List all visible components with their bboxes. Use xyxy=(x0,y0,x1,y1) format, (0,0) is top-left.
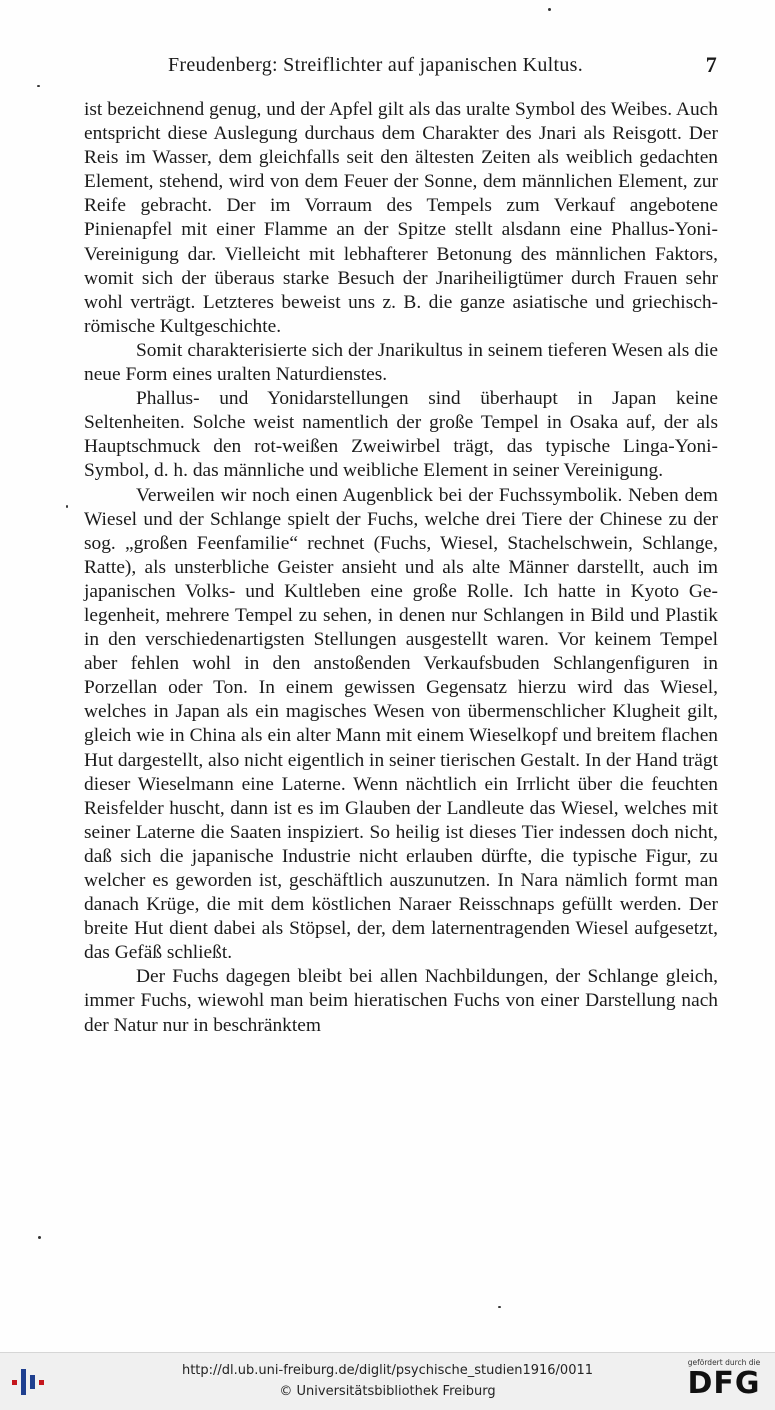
paragraph-continued: ist bezeichnend genug, und der Apfel gilt als das uralte Symbol des Weibes. Auch entspricht diese Auslegung durchaus dem Charakter des Jnari als Reisgott. Der Reis im Wasser, dem gleichfalls seit den ältesten Zeiten als weiblich gedachten Element, stehend, wird von dem Feuer der Sonne, dem männlichen Element, zur Reife gebracht. Der im Vorraum des Tempels zum Verkauf angebotene Pinienapfel mit einer Flamme an der Spitze stellt alsdann eine Phallus-Yoni-Vereinigung dar. Vielleicht mit lebhafterer Betonung des männlichen Faktors, womit sich der überaus starke Besuch der Jnariheiligtümer durch Frauen sehr wohl verträgt. Letzteres beweist uns z. B. die ganze asiatische und griechisch-römische Kultgeschichte. xyxy=(84,99,718,337)
page-number: 7 xyxy=(705,52,717,77)
running-title: Freudenberg: Streiflichter auf japanischen Kultus. xyxy=(168,54,584,76)
body-text xyxy=(84,98,718,1038)
scan-speck xyxy=(66,505,68,508)
sponsor-label: gefördert durch die xyxy=(687,1358,761,1367)
paragraph: Verweilen wir noch einen Augenblick bei der Fuchssymbolik. Neben dem Wiesel und der Schlange spielt der Fuchs, welche drei Tiere der Chinese zu der sog. „großen Feenfamilie“ rechnet (Fuchs, Wiesel, Stachelschwein, Schlange, Ratte), als unsterbliche Geister ansieht und als alte Männer darstellt, auch im japanischen Volks- und Kultleben eine große Rolle. Ich hatte in Kyoto Gelegenheit, mehrere Tempel zu sehen, in denen nur Schlangen in Bild und Plastik in den verschiedenartigsten Stellungen ausgestellt waren. Vor keinem Tempel aber fehlen wohl in den anstoßenden Verkaufsbuden Schlangenfiguren in Porzellan oder Ton. In einem gewissen Gegensatz hierzu wird das Wiesel, welches in Japan als ein magisches Wesen von übermenschlicher Klugheit gilt, gleich wie in China als ein alter Mann mit einem Wieselkopf und breitem flachen Hut dargestellt, also nicht eigentlich in seiner tierischen Gestalt. In der Hand trägt dieser Wieselmann eine Laterne. Wenn nächtlich ein Irrlicht über die feuchten Reisfelder huscht, dann ist es im Glauben der Landleute das Wiesel, welches mit seiner Laterne die Saaten inspiziert. So heilig ist dieses Tier indessen doch nicht, daß sich die japanische Industrie nicht erlauben dürfte, die typische Figur, zu welcher es geworden ist, geschäftlich auszunutzen. In Nara nämlich formt man danach Krüge, die mit dem köstlichen Naraer Reisschnaps gefüllt werden. Der breite Hut dient dabei als Stöpsel, der, dem laternentragenden Wiesel aufgesetzt, das Gefäß schließt. xyxy=(84,484,718,964)
scan-speck xyxy=(38,1236,41,1239)
copyright-notice: © Universitätsbibliothek Freiburg xyxy=(279,1384,496,1399)
permalink-url[interactable]: http://dl.ub.uni-freiburg.de/diglit/psychische_studien1916/0011 xyxy=(181,1363,594,1378)
paragraph: Somit charakterisierte sich der Jnarikultus in seinem tieferen Wesen als die neue Form eines uralten Naturdienstes. xyxy=(84,339,718,386)
sponsor-block xyxy=(683,1358,765,1401)
running-head xyxy=(168,54,723,82)
scan-speck xyxy=(498,1306,501,1308)
paragraph: Der Fuchs dagegen bleibt bei allen Nachbildungen, der Schlange gleich, immer Fuchs, wiewohl man beim hieratischen Fuchs von einer Darstellung nach der Natur nur in beschränktem xyxy=(84,966,718,1036)
footer-bar xyxy=(0,1352,775,1410)
paragraph: Phallus- und Yonidarstellungen sind überhaupt in Japan keine Seltenheiten. Solche weist namentlich der große Tempel in Osaka auf, der als Hauptschmuck den rot-weißen Zweiwirbel trägt, das typische Linga-Yoni-Symbol, d. h. das männliche und weibliche Element in seiner Vereinigung. xyxy=(84,388,718,482)
scan-speck xyxy=(548,8,551,11)
dfg-logo: DFG xyxy=(687,1366,761,1401)
scan-speck xyxy=(37,85,40,87)
